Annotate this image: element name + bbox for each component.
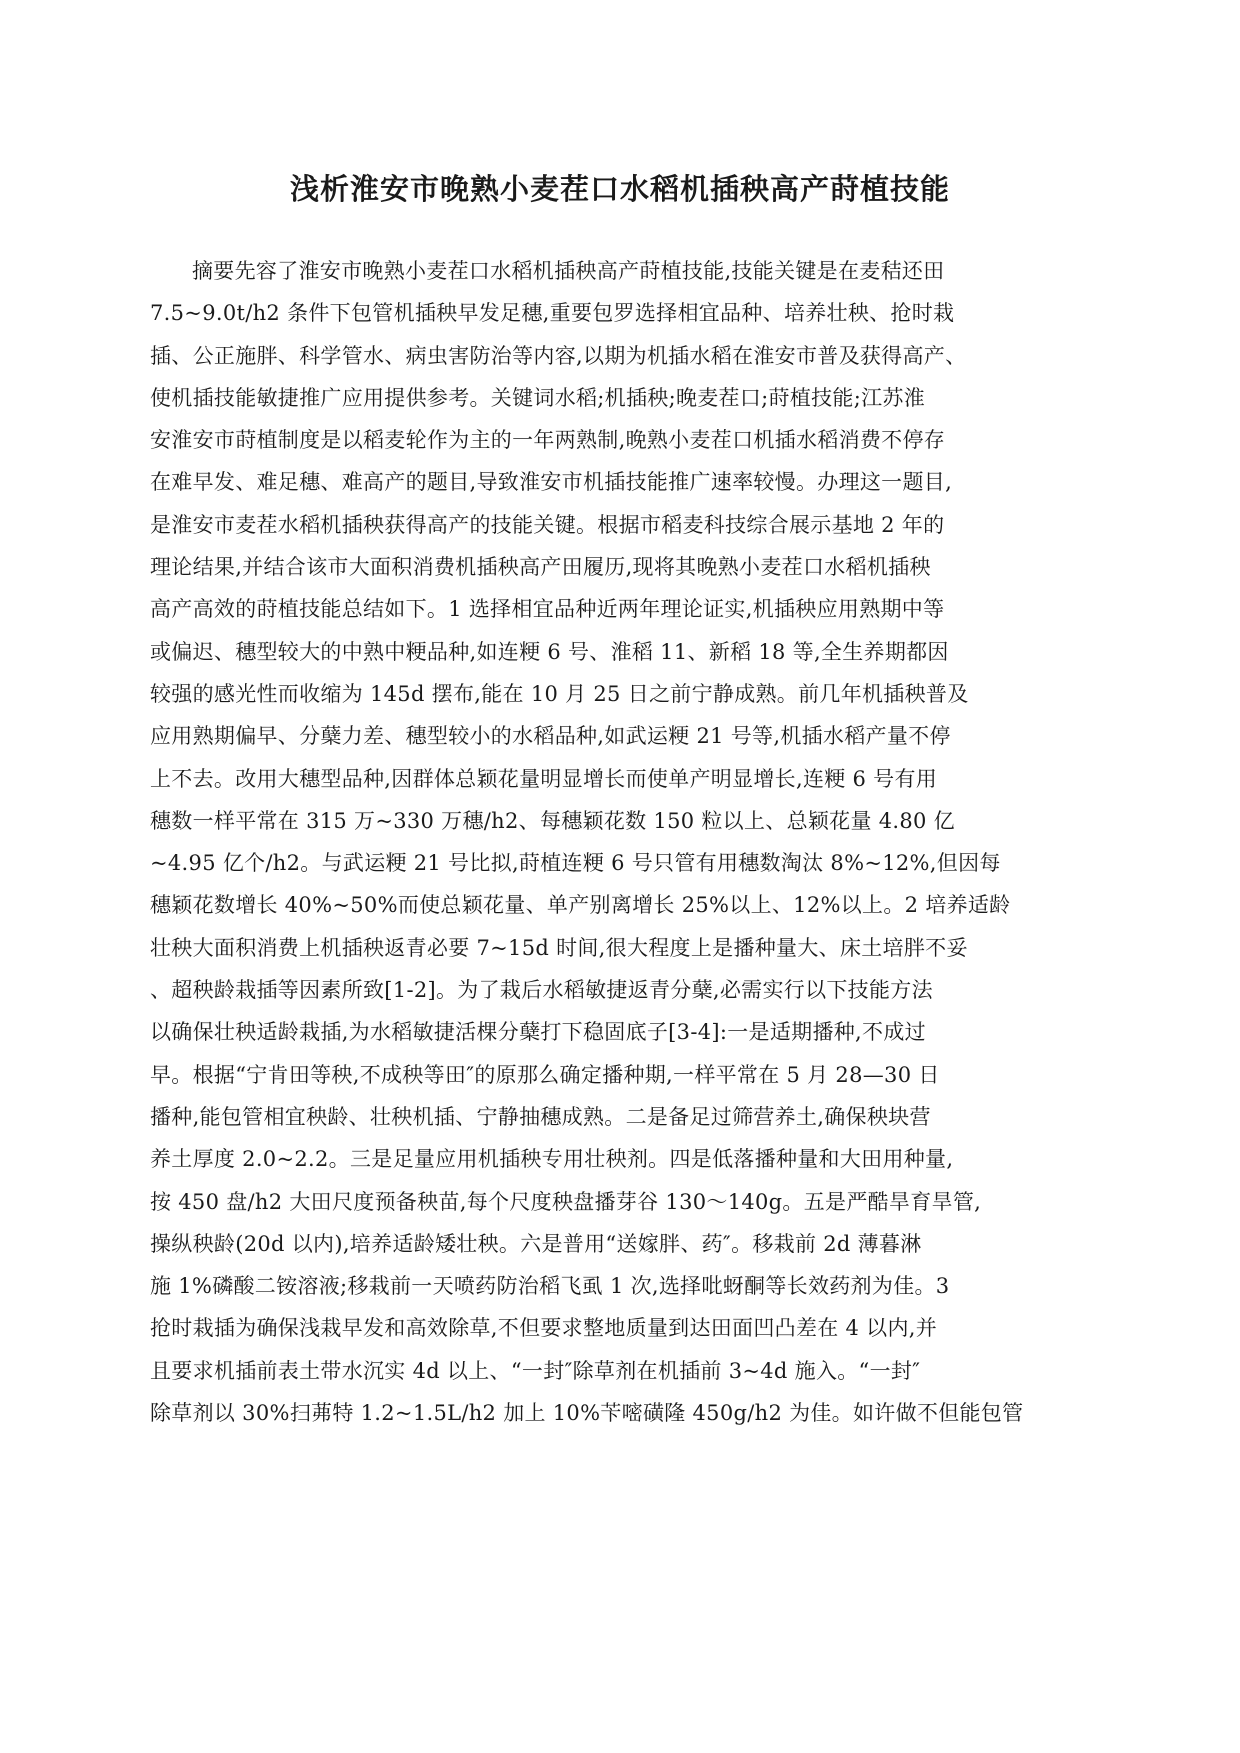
body-line: 养土厚度 2.0~2.2。三是足量应用机插秧专用壮秧剂。四是低落播种量和大田用种量,: [150, 1147, 954, 1172]
body-line: 应用熟期偏早、分蘖力差、穗型较小的水稻品种,如武运粳 21 号等,机插水稻产量不停: [150, 724, 951, 749]
body-line: 上不去。改用大穗型品种,因群体总颖花量明显增长而使单产明显增长,连粳 6 号有用: [150, 766, 938, 791]
body-line: 插、公正施胖、科学管水、病虫害防治等内容,以期为机插水稻在淮安市普及获得高产、: [150, 343, 967, 368]
document-body: [150, 250, 1110, 1434]
body-line: 抢时栽插为确保浅栽早发和高效除草,不但要求整地质量到达田面凹凸差在 4 以内,并: [150, 1316, 938, 1341]
body-line: 按 450 盘/h2 大田尺度预备秧苗,每个尺度秧盘播芽谷 130～140g。五是严酷旱育旱管,: [150, 1189, 982, 1214]
body-line: 高产高效的莳植技能总结如下。1 选择相宜品种近两年理论证实,机插秧应用熟期中等: [150, 597, 945, 622]
body-line: 在难早发、难足穗、难高产的题目,导致淮安市机插技能推广速率较慢。办理这一题目,: [150, 470, 953, 495]
document-title: 浅析淮安市晚熟小麦茬口水稻机插秧高产莳植技能: [289, 172, 950, 207]
body-line: 7.5~9.0t/h2 条件下包管机插秧早发足穗,重要包罗选择相宜品种、培养壮秧、抢时栽: [150, 301, 955, 326]
body-line: 穗颖花数增长 40%~50%而使总颖花量、单产别离增长 25%以上、12%以上。2 培养适龄: [150, 893, 1011, 918]
body-line: 理论结果,并结合该市大面积消费机插秧高产田履历,现将其晚熟小麦茬口水稻机插秧: [150, 555, 931, 580]
body-line: 施 1%磷酸二铵溶液;移栽前一天喷药防治稻飞虱 1 次,选择吡蚜酮等长效药剂为佳。3: [150, 1274, 950, 1299]
body-line: 且要求机插前表土带水沉实 4d 以上、“一封″除草剂在机插前 3~4d 施入。“一封″: [150, 1358, 921, 1383]
body-line: 播种,能包管相宜秧龄、壮秧机插、宁静抽穗成熟。二是备足过筛营养土,确保秧块营: [150, 1104, 931, 1129]
body-line: 除草剂以 30%扫茀特 1.2~1.5L/h2 加上 10%苄嘧磺隆 450g/h2 为佳。如许做不但能包管: [150, 1401, 1024, 1426]
body-line: 早。根据“宁肯田等秧,不成秧等田″的原那么确定播种期,一样平常在 5 月 28—30 日: [150, 1062, 940, 1087]
body-line: 以确保壮秧适龄栽插,为水稻敏捷活棵分蘖打下稳固底子[3-4]:一是适期播种,不成过: [150, 1020, 926, 1045]
body-line: 、超秧龄栽插等因素所致[1-2]。为了栽后水稻敏捷返青分蘖,必需实行以下技能方法: [150, 978, 933, 1003]
body-line: 是淮安市麦茬水稻机插秧获得高产的技能关键。根据市稻麦科技综合展示基地 2 年的: [150, 512, 945, 537]
body-line: 或偏迟、穗型较大的中熟中粳品种,如连粳 6 号、淮稻 11、新稻 18 等,全生养期都因: [150, 639, 949, 664]
body-line: 壮秧大面积消费上机插秧返青必要 7~15d 时间,很大程度上是播种量大、床土培胖不妥: [150, 935, 968, 960]
body-line: 操纵秧龄(20d 以内),培养适龄矮壮秧。六是普用“送嫁胖、药″。移栽前 2d 薄暮淋: [150, 1231, 922, 1256]
body-line: 穗数一样平常在 315 万~330 万穗/h2、每穗颖花数 150 粒以上、总颖花量 4.80 亿: [150, 808, 955, 833]
body-line: 摘要先容了淮安市晚熟小麦茬口水稻机插秧高产莳植技能,技能关键是在麦秸还田: [192, 259, 945, 283]
body-line: 安淮安市莳植制度是以稻麦轮作为主的一年两熟制,晚熟小麦茬口机插水稻消费不停存: [150, 428, 946, 453]
body-line: 使机插技能敏捷推广应用提供参考。关键词水稻;机插秧;晚麦茬口;莳植技能;江苏淮: [150, 385, 925, 410]
body-line: 较强的感光性而收缩为 145d 摆布,能在 10 月 25 日之前宁静成熟。前几年机插秧普及: [150, 681, 969, 706]
body-line: ~4.95 亿个/h2。与武运粳 21 号比拟,莳植连粳 6 号只管有用穗数淘汰 8%~12%,但因每: [150, 851, 1001, 876]
